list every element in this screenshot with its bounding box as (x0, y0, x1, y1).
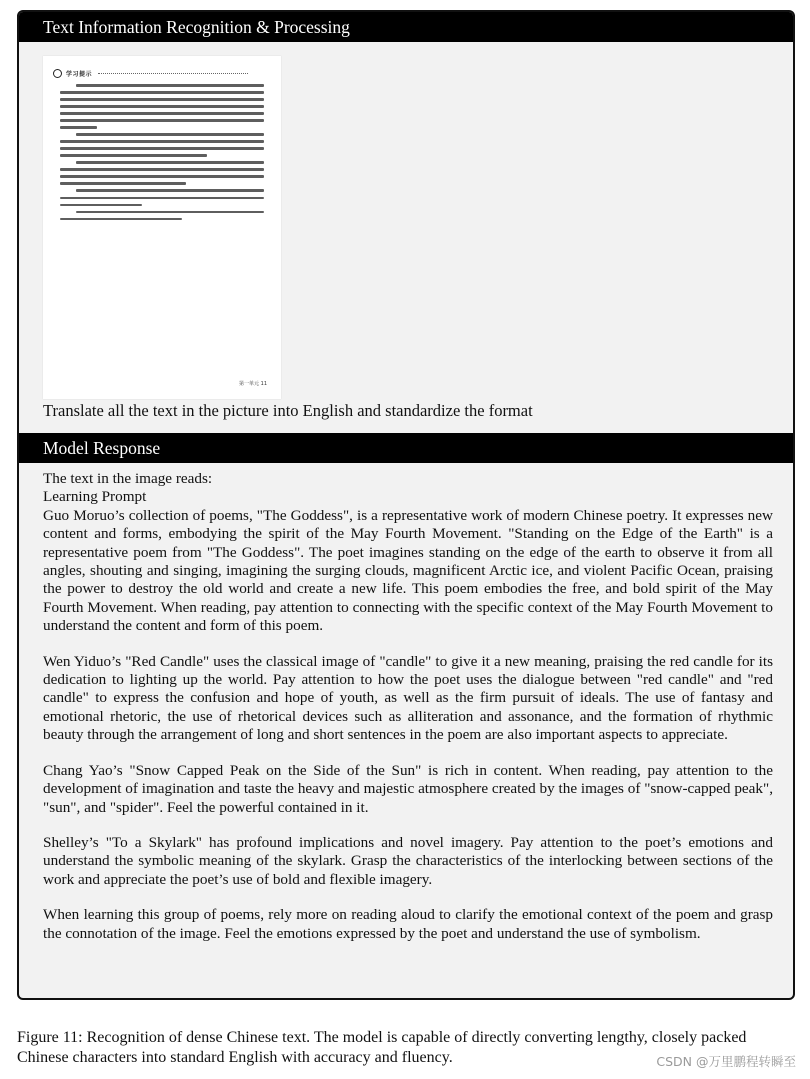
figure-caption: Figure 11: Recognition of dense Chinese text. The model is capable of directly converting lengthy, closely packed Chinese characters into standard English with accuracy and fluency. (17, 1029, 747, 1066)
document-page-number: 第一单元 11 (239, 381, 267, 387)
response-paragraph: Guo Moruo’s collection of poems, "The Goddess", is a representative work of modern Chinese poetry. It expresses new content and forms, embodying the spirit of the May Fourth Movement. "Standing on the Edge of the Earth" is a representative poem from "The Goddess". The poet imagines standing on the edge of the earth to observe it from all angles, shouting and singing, imagining the surging clouds, magnificent Arctic ice, and violent Pacific Ocean, praising the power to destroy the old world and create a new life. This poem embodies the free, and bold spirit of the May Fourth Movement. When reading, pay attention to connecting with the specific context of the May Fourth Movement to understand the content and form of this poem. (43, 506, 773, 635)
response-paragraph: Shelley’s "To a Skylark" has profound implications and novel imagery. Pay attention to the poet’s emotions and understand the symbolic meaning of the skylark. Grasp the characteristics of the interlocking between sections of the work and appreciate the poet’s use of bold and flexible imagery. (43, 833, 773, 888)
response-title: Model Response (43, 438, 161, 458)
lightbulb-icon (53, 69, 62, 78)
panel-title: Text Information Recognition & Processing (43, 17, 350, 37)
response-paragraph: When learning this group of poems, rely more on reading aloud to clarify the emotional context of the poem and grasp the connotation of the image. Feel the emotions expressed by the poet and understand the use of symbolism. (43, 906, 773, 942)
response-paragraph: Chang Yao’s "Snow Capped Peak on the Side of the Sun" is rich in content. When reading, pay attention to the development of imagination and taste the heavy and majestic atmosphere created by the images of "snow-capped peak", "sun", and "spider". Feel the powerful contained in it. (43, 761, 773, 816)
heading-rule (98, 73, 248, 74)
watermark: CSDN @万里鹏程转瞬至 (656, 1054, 796, 1069)
figure-panel (17, 10, 795, 1000)
document-heading-text: 学习提示 (66, 70, 93, 78)
instruction-text: Translate all the text in the picture into English and standardize the format (43, 401, 533, 420)
panel-title-bar (19, 12, 793, 42)
document-heading (53, 66, 248, 80)
response-paragraph: Wen Yiduo’s "Red Candle" uses the classical image of "candle" to give it a new meaning, praising the red candle for its dedication to lighting up the world. Pay attention to how the poet uses the dialogue between "red candle" and "red candle" to express the confusion and hope of youth, as well as the firm pursuit of ideals. The use of fantasy and emotional rhetoric, the use of rhetorical devices such as alliteration and assonance, and the formation of rhythmic beauty through the arrangement of long and short sentences in the poem are also important aspects to appreciate. (43, 652, 773, 744)
document-text-block (60, 84, 264, 225)
response-heading: Learning Prompt (43, 488, 147, 506)
model-response (43, 470, 773, 943)
response-intro: The text in the image reads: (43, 470, 213, 487)
document-image (43, 56, 281, 399)
response-title-bar (19, 433, 793, 463)
